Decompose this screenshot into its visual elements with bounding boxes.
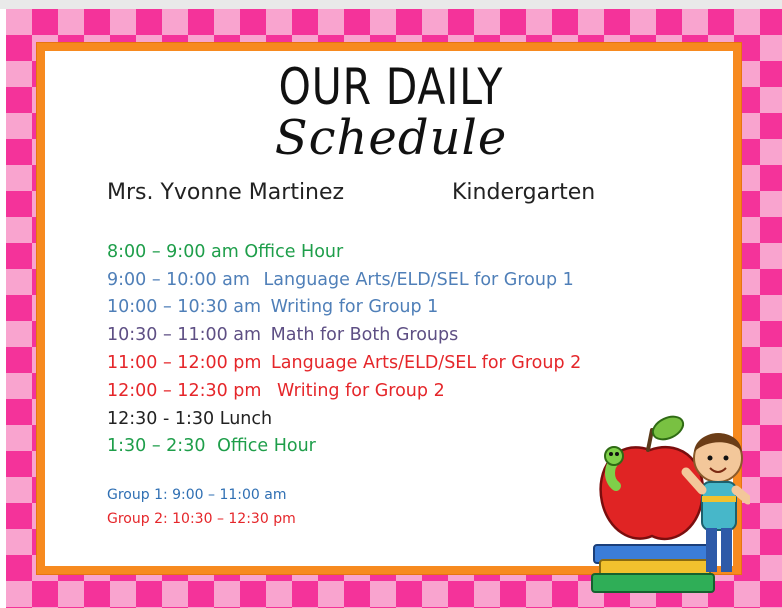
schedule-row: [107, 409, 272, 429]
schedule-time: 11:00 – 12:00 pm: [107, 353, 262, 373]
schedule-row: [107, 297, 438, 317]
schedule-time: 10:30 – 11:00 am: [107, 325, 262, 345]
schedule-activity: Writing for Group 2: [277, 381, 445, 401]
top-strip: [0, 0, 782, 9]
schedule-time: 12:30 - 1:30: [107, 409, 215, 429]
title-main: OUR DAILY: [278, 58, 504, 116]
schedule-row: [107, 325, 458, 345]
schedule-activity: Office Hour: [244, 242, 344, 262]
schedule-row: [107, 242, 343, 262]
schedule-time: 1:30 – 2:30: [107, 436, 206, 456]
schedule-time: 8:00 – 9:00 am: [107, 242, 239, 262]
teacher-name: Mrs. Yvonne Martinez: [107, 180, 345, 205]
grade-level: Kindergarten: [452, 180, 596, 205]
schedule-time: 12:00 – 12:30 pm: [107, 381, 262, 401]
group-note: Group 1: 9:00 – 11:00 am: [107, 487, 287, 503]
schedule-activity: Language Arts/ELD/SEL for Group 2: [271, 353, 582, 373]
schedule-activity: Writing for Group 1: [270, 297, 439, 317]
schedule-time: 9:00 – 10:00 am: [107, 270, 250, 290]
schedule-row: [107, 436, 316, 456]
schedule-activity: Language Arts/ELD/SEL for Group 1: [263, 270, 574, 290]
title-script: Schedule: [274, 110, 508, 166]
schedule-activity: Math for Both Groups: [270, 325, 459, 345]
group-note: Group 2: 10:30 – 12:30 pm: [107, 511, 296, 527]
schedule-activity: Office Hour: [217, 436, 316, 456]
kid-with-apple-books-icon: [590, 400, 750, 600]
schedule-activity: Lunch: [219, 409, 273, 429]
schedule-row: [107, 353, 581, 373]
schedule-row: [107, 381, 445, 401]
schedule-time: 10:00 – 10:30 am: [107, 297, 262, 317]
schedule-row: [107, 270, 574, 290]
